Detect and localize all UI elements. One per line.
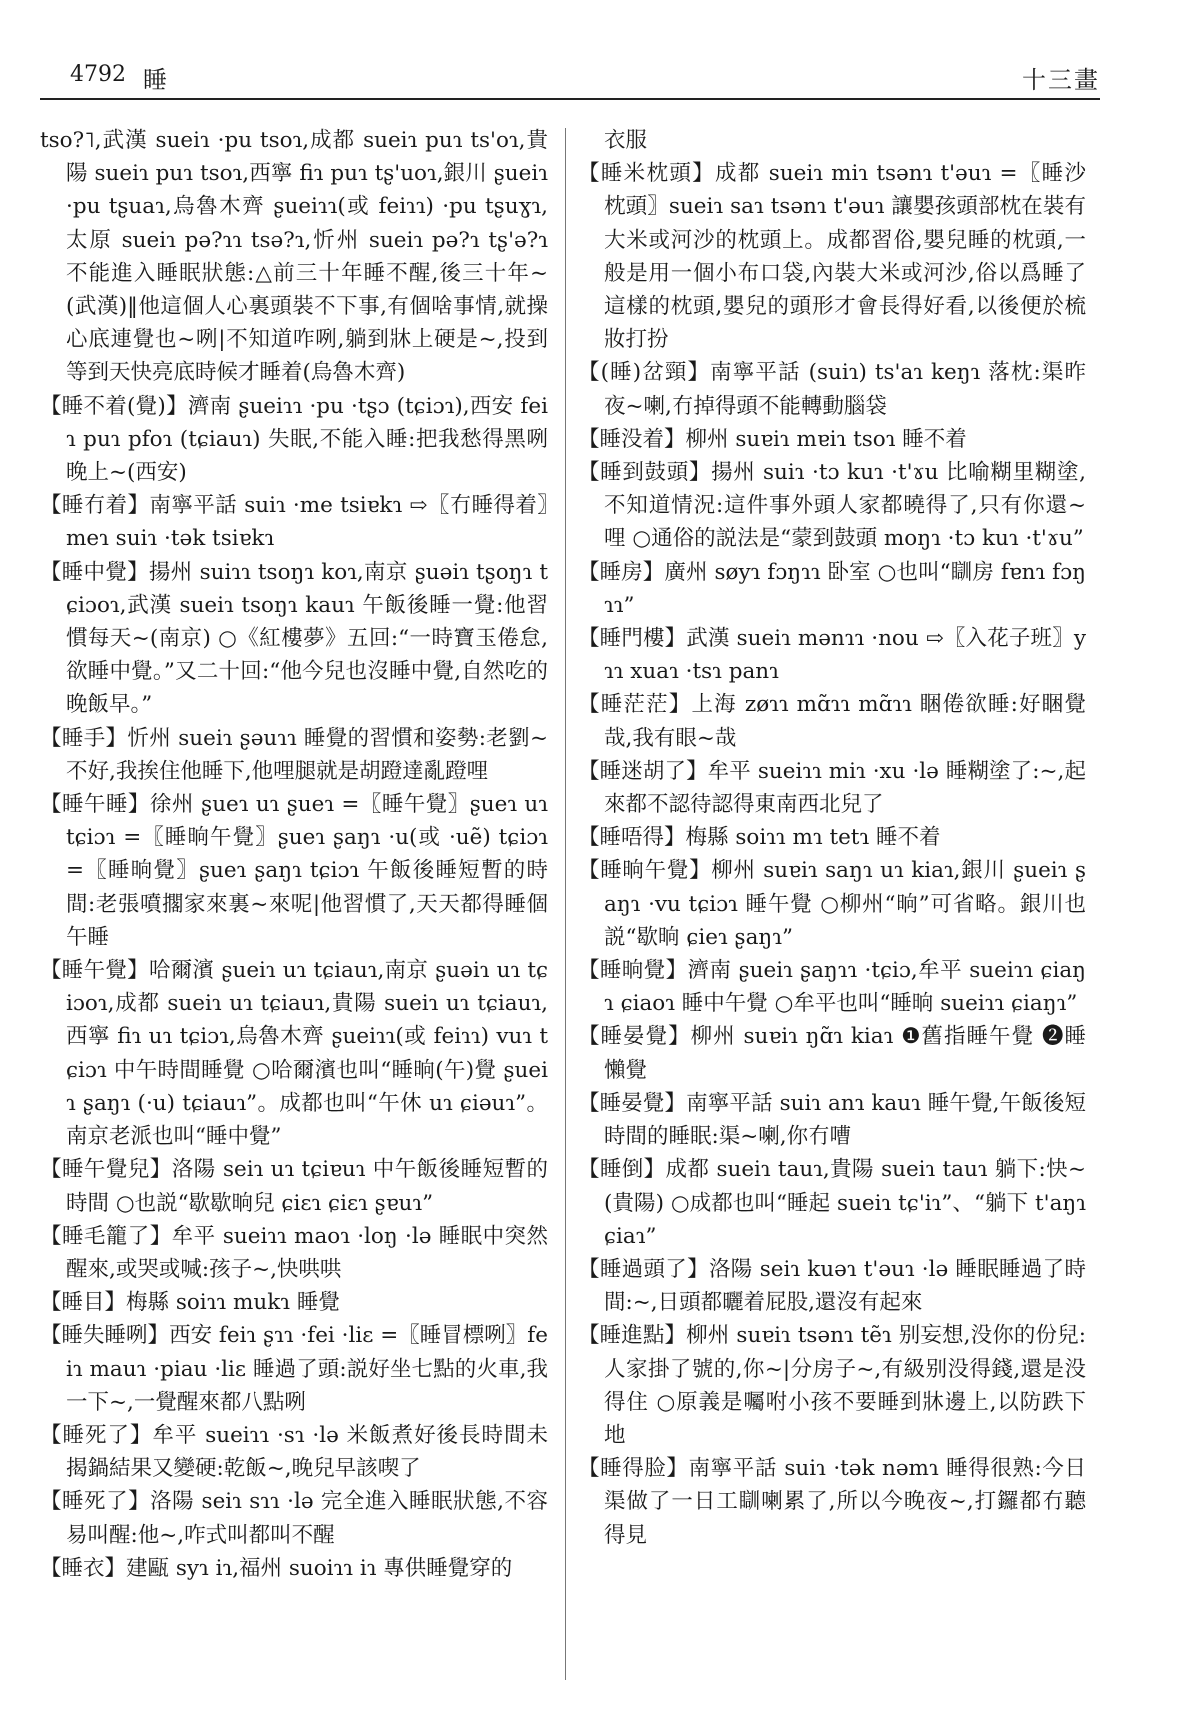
dictionary-entry: 【睡茫茫】上海 zøɿɿ mɑ̃ɿɿ mɑ̃ɿɿ 睏倦欲睡:好睏覺哉,我有眼~哉 — [578, 692, 1086, 751]
dictionary-entry: 【睡米枕頭】成都 sueiɿ miɿ tsənɿ t'əuɿ =〖睡沙枕頭〗sueiɿ saɿ tsənɿ t'əuɿ 讓嬰孩頭部枕在裝有大米或河沙的枕頭上。成都習俗,嬰兒睡的枕頭,一般是用一個小布口袋,內裝大米或河沙,俗以爲睡了這樣的枕頭,嬰兒的頭形才會長得好看,以後便於梳妝打扮 — [578, 161, 1086, 353]
head-character: 睡 — [143, 66, 167, 94]
dictionary-entry: 【睡失睡咧】西安 feiɿ ʂɿɿ ·fei ·liɛ =〖睡冒標咧〗feiɿ mauɿ ·piau ·liɛ 睡過了頭:説好坐七點的火車,我一下~,一覺醒來都八點咧 — [40, 1323, 548, 1415]
dictionary-entry: 【睡手】忻州 sueiɿ ʂəuɿɿ 睡覺的習慣和姿勢:老劉~不好,我挨住他睡下,他哩腿就是胡蹬達亂蹬哩 — [40, 725, 548, 784]
column-divider — [565, 128, 566, 1680]
dictionary-entry: 衣服 — [604, 128, 648, 153]
dictionary-entry: 【睡門樓】武漢 sueiɿ mənɿɿ ·nou ⇨〖入花子班〗yɿɿ xuaɿ ·tsɿ panɿ — [578, 626, 1086, 685]
dictionary-entry: 【睡死了】洛陽 seiɿ sɿɿ ·lə 完全進入睡眠狀態,不容易叫醒:他~,咋式叫都叫不醒 — [40, 1489, 548, 1548]
dictionary-entry: 【睡晏覺】南寧平話 suiɿ anɿ kauɿ 睡午覺,午飯後短時間的睡眠:渠~喇,你冇嘈 — [578, 1090, 1086, 1150]
dictionary-entry: 【睡午覺兒】洛陽 seiɿ uɿ tɕiɐuɿ 中午飯後睡短暫的時間 ○也説“歇歇晌兒 ɕiɛɿ ɕiɛɿ ʂɐuɿ” — [40, 1157, 548, 1216]
header-rule — [40, 98, 1100, 100]
dictionary-entry: 【睡唔得】梅縣 soiɿɿ mɿ tetɿ 睡不着 — [578, 825, 941, 851]
dictionary-entry: tso?˥,武漢 sueiɿ ·pu tsoɿ,成都 sueiɿ puɿ ts'oɿ,貴陽 sueiɿ puɿ tsoɿ,西寧 fiɿ puɿ tʂ'uoɿ,銀川 ʂueiɿ ·pu tʂuaɿ,烏魯木齊 ʂueiɿɿ(或 feiɿɿ) ·pu tʂuɣɿ,太原 sueiɿ pə?ɿɿ tsə?ɿ,忻州 sueiɿ pə?ɿ tʂ'ə?ɿ 不能進入睡眠狀態:△前三十年睡不醒,後三十年~(武漢)‖他這個人心裏頭裝不下事,有個啥事情,就操心底連覺也~咧|不知道咋咧,躺到牀上硬是~,投到等到天快亮底時候才睡着(烏魯木齊) — [40, 128, 548, 386]
dictionary-entry: 【睡到鼓頭】揚州 suiɿ ·tɔ kuɿ ·t'ɤu 比喻糊里糊塗,不知道情況:這件事外頭人家都曉得了,只有你還~哩 ○通俗的説法是“蒙到鼓頭 moŋɿ ·tɔ kuɿ ·t'ɤu” — [578, 460, 1086, 552]
dictionary-entry: 【睡目】梅縣 soiɿɿ mukɿ 睡覺 — [40, 1290, 340, 1316]
dictionary-entry: 【睡冇着】南寧平話 suiɿ ·me tsiɐkɿ ⇨〖冇睡得着〗meɿ suiɿ ·tək tsiɐkɿ — [40, 493, 548, 552]
left-column — [40, 124, 548, 1684]
dictionary-entry: 【睡没着】柳州 suɐiɿ mɐiɿ tsoɿ 睡不着 — [578, 426, 967, 452]
dictionary-entry: 【睡迷胡了】牟平 sueiɿɿ miɿ ·xu ·lə 睡糊塗了:~,起來都不認待認得東南西北兒了 — [578, 758, 1086, 818]
dictionary-entry: 【(睡)岔頸】南寧平話 (suiɿ) ts'aɿ keŋɿ 落枕:渠昨夜~喇,冇掉得頭不能轉動腦袋 — [578, 360, 1086, 419]
dictionary-entry: 【睡晌午覺】柳州 suɐiɿ saŋɿ uɿ kiaɿ,銀川 ʂueiɿ ʂaŋɿ ·vu tɕiɔɿ 睡午覺 ○柳州“晌”可省略。銀川也説“歇晌 ɕieɿ ʂaŋɿ” — [578, 858, 1086, 950]
dictionary-entry: 【睡衣】建甌 syɿ iɿ,福州 suoiɿɿ iɿ 專供睡覺穿的 — [40, 1555, 513, 1581]
dictionary-entry: 【睡死了】牟平 sueiɿɿ ·sɿ ·lə 米飯煮好後長時間未揭鍋結果又變硬:乾飯~,晚兒早該喫了 — [40, 1422, 548, 1482]
section-label: 十三畫 — [1022, 66, 1100, 94]
dictionary-entry: 【睡進點】柳州 suɐiɿ tsənɿ tẽɿ 别妄想,没你的份兒:人家掛了號的,你~|分房子~,有級别没得錢,還是没得住 ○原義是囑咐小孩不要睡到牀邊上,以防跌下地 — [578, 1323, 1086, 1448]
dictionary-entry: 【睡毛籠了】牟平 sueiɿɿ maoɿ ·loŋ ·lə 睡眠中突然醒來,或哭或喊:孩子~,快哄哄 — [40, 1223, 548, 1282]
dictionary-entry: 【睡房】廣州 søyɿ fɔŋɿɿ 卧室 ○也叫“瞓房 fɐnɿ fɔŋɿɿ” — [578, 559, 1086, 618]
dictionary-entry: 【睡得脸】南寧平話 suiɿ ·tək nəmɿ 睡得很熟:今日渠做了一日工瞓喇累了,所以今晚夜~,打鑼都冇聽得見 — [578, 1456, 1086, 1548]
dictionary-entry: 【睡午睡】徐州 ʂueɿ uɿ ʂueɿ =〖睡午覺〗ʂueɿ uɿ tɕiɔɿ =〖睡晌午覺〗ʂueɿ ʂaŋɿ ·u(或 ·uẽ) tɕiɔɿ =〖睡晌覺〗ʂueɿ ʂaŋɿ tɕiɔɿ 午飯後睡短暫的時間:老張噴擱家來裏~來呢|他習慣了,天天都得睡個午睡 — [40, 792, 548, 950]
dictionary-entry: 【睡過頭了】洛陽 seiɿ kuəɿ t'əuɿ ·lə 睡眠睡過了時間:~,日頭都曬着屁股,還沒有起來 — [578, 1256, 1086, 1316]
dictionary-entry: 【睡倒】成都 sueiɿ tauɿ,貴陽 sueiɿ tauɿ 躺下:快~(貴陽) ○成都也叫“睡起 sueiɿ tɕ'iɿ”、“躺下 t'aŋɿ ɕiaɿ” — [578, 1157, 1086, 1249]
dictionary-entry: 【睡晌覺】濟南 ʂueiɿ ʂaŋɿɿ ·tɕiɔ,牟平 sueiɿɿ ɕiaŋɿ ɕiaoɿ 睡中午覺 ○牟平也叫“睡晌 sueiɿɿ ɕiaŋɿ” — [578, 958, 1086, 1017]
dictionary-entry: 【睡晏覺】柳州 suɐiɿ ŋɑ̃ɿ kiaɿ ❶舊指睡午覺 ❷睡懶覺 — [578, 1024, 1086, 1083]
dictionary-entry: 【睡不着(覺)】濟南 ʂueiɿɿ ·pu ·tʂɔ (tɕiɔɿ),西安 feiɿ puɿ pfoɿ (tɕiauɿ) 失眠,不能入睡:把我愁得黑咧晚上~(西安) — [40, 393, 548, 486]
dictionary-entry: 【睡中覺】揚州 suiɿɿ tsoŋɿ koɿ,南京 ʂuəiɿ tʂoŋɿ tɕiɔoɿ,武漢 sueiɿ tsoŋɿ kauɿ 午飯後睡一覺:他習慣每天~(南京) ○《紅樓夢》五回:“一時寶玉倦怠,欲睡中覺。”又二十回:“他今兒也沒睡中覺,自然吃的晚飯早。” — [40, 559, 548, 718]
page-header — [40, 58, 1100, 98]
dictionary-entry: 【睡午覺】哈爾濱 ʂueiɿ uɿ tɕiauɿ,南京 ʂuəiɿ uɿ tɕiɔoɿ,成都 sueiɿ uɿ tɕiauɿ,貴陽 sueiɿ uɿ tɕiauɿ,西寧 fiɿ uɿ tɕiɔɿ,烏魯木齊 ʂueiɿɿ(或 feiɿɿ) vuɿ tɕiɔɿ 中午時間睡覺 ○哈爾濱也叫“睡晌(午)覺 ʂueiɿ ʂaŋɿ (·u) tɕiauɿ”。成都也叫“午休 uɿ ɕiəuɿ”。南京老派也叫“睡中覺” — [40, 958, 548, 1150]
right-column — [578, 124, 1086, 1684]
page-number: 4792 — [70, 62, 126, 87]
